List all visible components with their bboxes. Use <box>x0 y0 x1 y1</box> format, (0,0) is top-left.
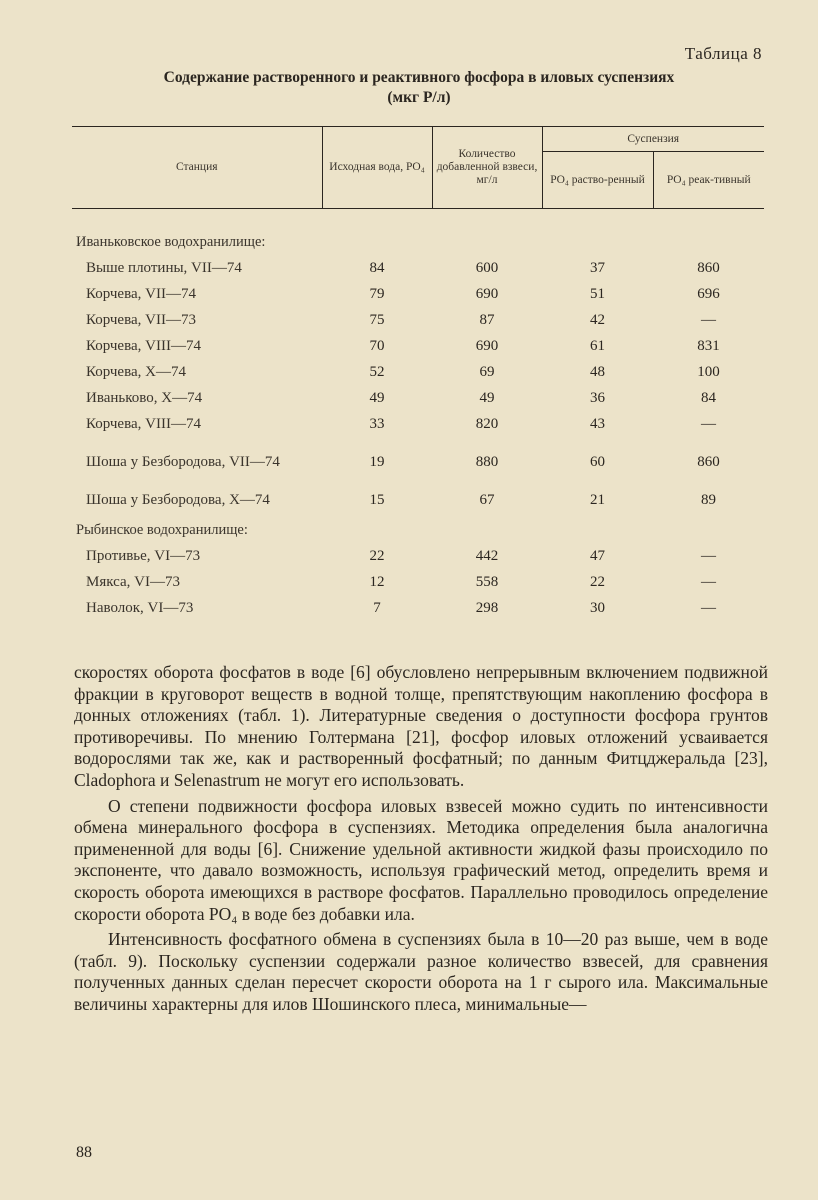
station-cell: Шоша у Безбородова, X—74 <box>86 492 270 508</box>
page-number: 88 <box>76 1144 92 1161</box>
station-cell: Корчева, VIII—74 <box>86 416 201 432</box>
po4-dissolved-cell: 37 <box>590 260 605 276</box>
station-cell: Корчева, VII—74 <box>86 286 196 302</box>
table-group-row <box>72 209 764 252</box>
po4-reactive-cell: 89 <box>701 492 716 508</box>
table-body <box>72 209 764 618</box>
po4-reactive-cell: — <box>701 600 716 616</box>
header-suspension: Суспензия <box>542 127 764 152</box>
header-po4-dissolved: PO₄ раство-ренный <box>542 152 653 209</box>
table-row <box>72 277 764 303</box>
table-row <box>72 539 764 565</box>
po4-dissolved-cell: 36 <box>590 390 605 406</box>
added-suspension-cell: 600 <box>475 260 499 276</box>
po4-reactive-cell: — <box>701 548 716 564</box>
phosphorus-table <box>72 126 764 617</box>
table-label: Таблица 8 <box>684 44 762 63</box>
body-text <box>74 662 768 1016</box>
station-cell: Корчева, VII—73 <box>86 312 196 328</box>
station-cell: Корчева, X—74 <box>86 364 186 380</box>
po4-reactive-cell: 84 <box>701 390 716 406</box>
paragraph-2: О степени подвижности фосфора иловых взвесей можно судить по интенсивности обмена минерального фосфора в суспензиях. Методика определения была аналогична примененной для воды [6]. Снижение удельной активности жидкой фазы происходило по экспоненте, что давало возможность, используя графический метод, определить время и скорость оборота имеющихся в растворе фосфатов. Параллельно проводилось определение скорости оборота PO₄ в воде без добавки ила. <box>74 795 768 924</box>
paragraph-1: скоростях оборота фосфатов в воде [6] обусловлено непрерывным включением подвижной фракции в круговорот веществ в водной толще, препятствующим накоплению фосфора в донных отложениях (табл. 1). Литературные сведения о доступности фосфора грунтов противоречивы. По мнению Голтермана [21], фосфор иловых отложений усваивается водорослями так же, как и растворенный фосфатный; по данным Фитцджеральда [23], Cladophora и Selenastrum не могут его использовать. <box>74 662 768 790</box>
header-source-water: Исходная вода, PO₄ <box>322 127 432 209</box>
po4-reactive-cell: — <box>701 416 716 432</box>
header-added-suspension: Количество добавленной взвеси, мг/л <box>432 127 542 209</box>
source-water-cell: 33 <box>369 416 385 432</box>
table-row <box>72 565 764 591</box>
table-row <box>72 433 764 471</box>
source-water-cell: 19 <box>369 454 385 470</box>
table-group-row <box>72 509 764 539</box>
station-cell: Выше плотины, VII—74 <box>86 260 242 276</box>
table-row <box>72 329 764 355</box>
po4-reactive-cell: — <box>701 574 716 590</box>
added-suspension-cell: 442 <box>475 548 499 564</box>
added-suspension-cell: 67 <box>479 492 495 508</box>
source-water-cell: 84 <box>369 260 385 276</box>
po4-reactive-cell: 860 <box>697 454 720 470</box>
po4-dissolved-cell: 21 <box>590 492 605 508</box>
po4-dissolved-cell: 22 <box>590 574 605 590</box>
station-cell: Наволок, VI—73 <box>86 600 194 616</box>
added-suspension-cell: 880 <box>475 454 499 470</box>
station-cell: Противье, VI—73 <box>86 548 201 564</box>
added-suspension-cell: 298 <box>475 600 499 616</box>
po4-reactive-cell: 696 <box>697 286 720 302</box>
header-po4-reactive: PO₄ реак-тивный <box>653 152 764 209</box>
station-cell: Шоша у Безбородова, VII—74 <box>86 454 280 470</box>
added-suspension-cell: 87 <box>479 312 495 328</box>
po4-reactive-cell: 860 <box>697 260 720 276</box>
table-row <box>72 303 764 329</box>
po4-dissolved-cell: 51 <box>590 286 605 302</box>
station-cell: Мякса, VI—73 <box>86 574 180 590</box>
added-suspension-cell: 69 <box>479 364 495 380</box>
source-water-cell: 15 <box>369 492 385 508</box>
group-name: Иваньковское водохранилище: <box>76 234 266 250</box>
po4-reactive-cell: — <box>701 312 716 328</box>
header-station: Станция <box>72 127 322 209</box>
source-water-cell: 70 <box>369 338 385 354</box>
added-suspension-cell: 49 <box>479 390 495 406</box>
table-row <box>72 407 764 433</box>
station-cell: Корчева, VIII—74 <box>86 338 201 354</box>
po4-dissolved-cell: 61 <box>590 338 605 354</box>
source-water-cell: 52 <box>369 364 385 380</box>
source-water-cell: 49 <box>369 390 385 406</box>
po4-dissolved-cell: 30 <box>590 600 605 616</box>
po4-reactive-cell: 831 <box>697 338 720 354</box>
source-water-cell: 7 <box>373 600 381 616</box>
caption-line-2: (мкг Р/л) <box>387 89 451 106</box>
po4-reactive-cell: 100 <box>697 364 720 380</box>
paragraph-3: Интенсивность фосфатного обмена в суспензиях была в 10—20 раз выше, чем в воде (табл. 9). Поскольку суспензии содержали разное количество взвесей, для сравнения полученных данных сделан пересчет скорости оборота на 1 г сырого ила. Максимальные величины характерны для илов Шошинского плеса, минимальные— <box>74 929 768 1014</box>
added-suspension-cell: 690 <box>475 338 499 354</box>
table-row <box>72 381 764 407</box>
source-water-cell: 75 <box>369 312 385 328</box>
added-suspension-cell: 690 <box>475 286 499 302</box>
table-caption <box>74 68 764 108</box>
station-cell: Иваньково, X—74 <box>86 390 203 406</box>
caption-line-1: Содержание растворенного и реактивного фосфора в иловых суспензиях <box>163 69 675 86</box>
table-row <box>72 591 764 617</box>
table-row <box>72 251 764 277</box>
po4-dissolved-cell: 60 <box>590 454 605 470</box>
added-suspension-cell: 558 <box>475 574 499 590</box>
po4-dissolved-cell: 42 <box>590 312 605 328</box>
group-name: Рыбинское водохранилище: <box>76 522 248 538</box>
table-row <box>72 471 764 509</box>
source-water-cell: 22 <box>369 548 385 564</box>
po4-dissolved-cell: 47 <box>590 548 605 564</box>
po4-dissolved-cell: 48 <box>590 364 605 380</box>
table-row <box>72 355 764 381</box>
added-suspension-cell: 820 <box>475 416 499 432</box>
po4-dissolved-cell: 43 <box>590 416 605 432</box>
source-water-cell: 79 <box>369 286 385 302</box>
source-water-cell: 12 <box>369 574 385 590</box>
